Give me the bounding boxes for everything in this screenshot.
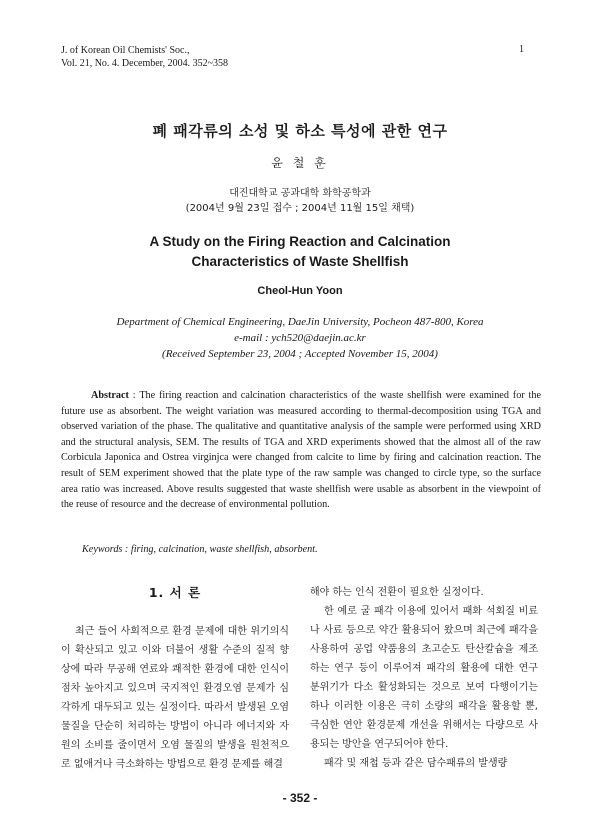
left-column bbox=[61, 583, 289, 774]
body-paragraph: 한 예로 굴 패각 이용에 있어서 패화 석회질 비료나 사료 등으로 약간 활용되어 왔으며 최근에 패각을 사용하여 공업 약품용의 초고순도 탄산칼슘을 제조하는 연구 등이 이루어져 패각의 활용에 대한 연구 분위기가 다소 활성화되는 것으로 보여 다행이기는 하나 이러한 이용은 극히 소량의 패각을 활용할 뿐, 극심한 연안 환경문제 개선을 위해서는 다량으로 사용되는 방안을 연구되어야 한다. bbox=[310, 606, 538, 750]
english-affiliation: Department of Chemical Engineering, DaeJin University, Pocheon 487-800, Korea bbox=[116, 316, 484, 328]
korean-affiliation-block bbox=[0, 186, 600, 216]
author-email: e-mail : ych520@daejin.ac.kr bbox=[234, 332, 366, 344]
korean-received-date: (2004년 9월 23일 접수 ; 2004년 11월 15일 채택) bbox=[185, 203, 415, 214]
english-title bbox=[0, 232, 600, 272]
page-folio: - 352 - bbox=[282, 791, 318, 805]
korean-author: 윤 철 훈 bbox=[271, 156, 329, 170]
section-title: 1. 서 론 bbox=[148, 585, 202, 600]
body-paragraph-continued: 해야 하는 인식 전환이 필요한 실정이다. bbox=[310, 587, 484, 598]
journal-line-1: J. of Korean Oil Chemists' Soc., bbox=[61, 45, 190, 56]
keywords: Keywords : firing, calcination, waste shellfish, absorbent. bbox=[82, 544, 318, 555]
english-author: Cheol-Hun Yoon bbox=[257, 285, 343, 297]
korean-affiliation: 대진대학교 공과대학 화학공학과 bbox=[229, 188, 371, 199]
english-affiliation-block bbox=[0, 314, 600, 362]
abstract-text: : The firing reaction and calcination characteristics of the waste shellfish were examined for the future use as absorbent. The weight variation was measured according to thermal-decomposition using TGA and observed variation of the phase. The qualitative and quantitative analysis of the sample were performed using XRD and the structural analysis, SEM. The results of TGA and XRD experiments showed that the almost all of the raw Corbicula Japonica and Ostrea virginjca were changed from calcite to lime by firing and calcination reaction. The result of SEM experiment showed that the plate type of the raw sample was changed to circle type, so the surface area ratio was increased. Above results suggested that waste shellfish were usable as absorbent in the viewpoint of the reuse of resource and the decrease of environmental pollution. bbox=[61, 390, 541, 511]
page-number: 1 bbox=[519, 44, 524, 55]
english-received-date: (Received September 23, 2004 ; Accepted November 15, 2004) bbox=[162, 348, 438, 360]
english-title-line-2: Characteristics of Waste Shellfish bbox=[191, 254, 409, 269]
korean-title: 폐 패각류의 소성 및 하소 특성에 관한 연구 bbox=[152, 122, 448, 140]
right-column bbox=[310, 583, 538, 773]
journal-line-2: Vol. 21, No. 4. December, 2004. 352~358 bbox=[61, 58, 229, 69]
body-paragraph: 최근 들어 사회적으로 환경 문제에 대한 위기의식이 확산되고 있고 이와 더불어 생활 수준의 질적 향상에 따라 무공해 연료와 쾌적한 환경에 대한 인식이 점차 높아지고 있으며 국지적인 환경오염 문제가 심각하게 대두되고 있는 실정이다. 따라서 발생된 오염 물질을 단순히 처리하는 방법이 아니라 에너지와 자원의 소비를 줄이면서 오염 물질의 발생을 원천적으로 없애거나 극소화하는 방법으로 환경 문제를 해결 bbox=[61, 626, 289, 770]
abstract bbox=[61, 388, 541, 513]
journal-citation bbox=[61, 44, 228, 70]
english-title-line-1: A Study on the Firing Reaction and Calcination bbox=[149, 234, 451, 249]
body-paragraph: 패각 및 재첩 등과 같은 담수패류의 발생량 bbox=[324, 758, 508, 769]
abstract-label: Abstract bbox=[91, 390, 129, 401]
